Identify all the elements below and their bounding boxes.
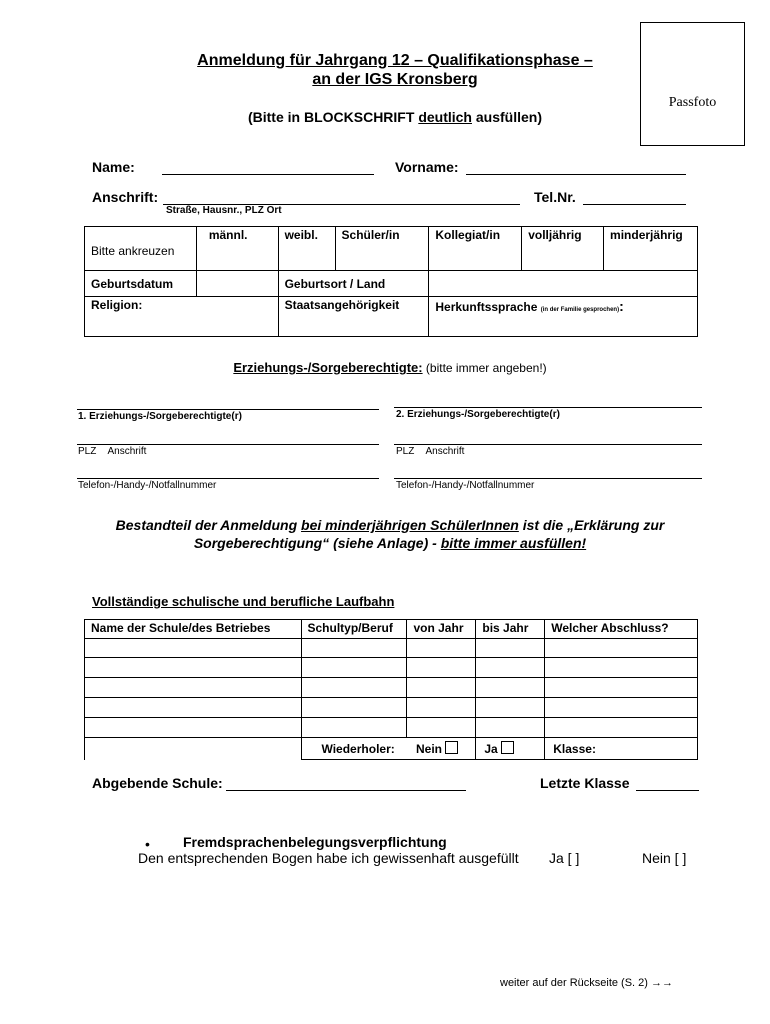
- geburtsdatum-label: Geburtsdatum: [85, 271, 197, 297]
- vorname-label: Vorname:: [395, 159, 459, 175]
- guardians-heading: [90, 360, 690, 375]
- header-schueler[interactable]: Schüler/in: [335, 227, 429, 271]
- career-cell[interactable]: [476, 678, 545, 698]
- herkunftssprache-colon: :: [619, 298, 624, 314]
- career-cell[interactable]: [85, 639, 302, 658]
- guardians-heading-note: (bitte immer angeben!): [425, 361, 547, 375]
- name-label: Name:: [92, 159, 135, 175]
- guardian-1-phone-label: Telefon-/Handy-/Notfallnummer: [78, 480, 217, 491]
- career-cell[interactable]: [476, 718, 545, 738]
- abgebende-schule-label: Abgebende Schule:: [92, 775, 223, 791]
- instruction-emph: deutlich: [418, 109, 472, 125]
- career-cell[interactable]: [301, 678, 407, 698]
- career-cell[interactable]: [407, 658, 476, 678]
- notice-part-1: Bestandteil der Anmeldung: [115, 517, 302, 533]
- header-weibl[interactable]: weibl.: [278, 227, 335, 271]
- wiederholer-ja-label: Ja: [484, 742, 498, 756]
- language-text: Den entsprechenden Bogen habe ich gewissenhaft ausgefüllt: [138, 850, 519, 866]
- geburtsdatum-value[interactable]: [196, 271, 278, 297]
- herkunftssprache-label: Herkunftssprache: [435, 300, 538, 314]
- career-cell[interactable]: [85, 698, 302, 718]
- guardian-1-anschrift: Anschrift: [107, 446, 147, 457]
- guardian-2-name-field[interactable]: [394, 407, 702, 408]
- career-cell[interactable]: [407, 639, 476, 658]
- guardian-1-address-label: [78, 446, 146, 457]
- footer-note: weiter auf der Rückseite (S. 2) →→: [500, 977, 674, 989]
- geburtsort-label: Geburtsort / Land: [278, 271, 429, 297]
- career-heading: Vollständige schulische und berufliche Laufbahn: [92, 594, 395, 609]
- notice-line-2: [90, 535, 690, 551]
- header-maennl[interactable]: männl.: [196, 227, 278, 271]
- notice-part-3: ist die „Erklärung zur: [518, 517, 665, 533]
- name-field[interactable]: [162, 174, 374, 175]
- table-row: [85, 698, 698, 718]
- guardian-2-address-label: [396, 446, 464, 457]
- career-header-to: bis Jahr: [476, 620, 545, 639]
- career-header-school: Name der Schule/des Betriebes: [85, 620, 302, 639]
- guardian-1-plz: PLZ: [78, 446, 97, 457]
- language-ja[interactable]: Ja [ ]: [549, 850, 580, 866]
- guardian-2-phone-field[interactable]: [394, 478, 702, 479]
- career-header-degree: Welcher Abschluss?: [545, 620, 698, 639]
- religion-label[interactable]: Religion:: [85, 297, 279, 337]
- guardian-2-label: 2. Erziehungs-/Sorgeberechtigte(r): [396, 409, 560, 420]
- header-minderjaehrig[interactable]: minderjährig: [604, 227, 698, 271]
- wiederholer-row: [85, 738, 698, 760]
- klasse-label: Klasse:: [553, 741, 596, 756]
- abgebende-schule-field[interactable]: [226, 790, 466, 791]
- career-cell[interactable]: [301, 658, 407, 678]
- career-cell[interactable]: [85, 658, 302, 678]
- notice-part-4: Sorgeberechtigung“ (siehe Anlage) -: [193, 535, 441, 551]
- instruction: [140, 109, 650, 125]
- career-cell[interactable]: [85, 718, 302, 738]
- guardian-1-address-field[interactable]: [77, 444, 379, 445]
- herkunftssprache-note: (in der Familie gesprochen): [540, 307, 620, 313]
- header-kollegiat[interactable]: Kollegiat/in: [429, 227, 522, 271]
- career-header-type: Schultyp/Beruf: [301, 620, 407, 639]
- anschrift-label: Anschrift:: [92, 189, 159, 205]
- notice-part-2: bei minderjährigen SchülerInnen: [301, 517, 519, 533]
- instruction-post: ausfüllen): [471, 109, 542, 125]
- career-cell[interactable]: [301, 718, 407, 738]
- career-cell[interactable]: [85, 678, 302, 698]
- career-cell[interactable]: [476, 639, 545, 658]
- herkunftssprache-cell[interactable]: [429, 297, 698, 337]
- career-cell[interactable]: [545, 718, 698, 738]
- career-cell[interactable]: [545, 678, 698, 698]
- language-heading: Fremdsprachenbelegungsverpflichtung: [183, 834, 447, 850]
- wiederholer-ja-cell[interactable]: [476, 738, 545, 760]
- passfoto-label: Passfoto: [668, 95, 717, 110]
- wiederholer-label: Wiederholer:: [301, 738, 476, 760]
- notice-part-5: bitte immer ausfüllen!: [440, 535, 587, 551]
- guardian-2-phone-label: Telefon-/Handy-/Notfallnummer: [396, 480, 535, 491]
- table-row: [85, 658, 698, 678]
- career-cell[interactable]: [407, 718, 476, 738]
- guardian-1-name-field[interactable]: [77, 409, 379, 410]
- guardian-2-plz: PLZ: [396, 446, 415, 457]
- career-cell[interactable]: [407, 698, 476, 718]
- career-cell[interactable]: [476, 658, 545, 678]
- table-row: [85, 718, 698, 738]
- letzte-klasse-label: Letzte Klasse: [540, 775, 630, 791]
- wiederholer-nein-checkbox[interactable]: [445, 741, 458, 754]
- title-line-2: an der IGS Kronsberg: [312, 71, 478, 88]
- career-table: [84, 619, 698, 760]
- career-header-from: von Jahr: [407, 620, 476, 639]
- career-cell[interactable]: [407, 678, 476, 698]
- table-row: [85, 678, 698, 698]
- language-bullet: •: [145, 836, 150, 852]
- anschrift-sublabel: Straße, Hausnr., PLZ Ort: [166, 205, 282, 216]
- telnr-field[interactable]: [583, 204, 686, 205]
- klasse-cell[interactable]: [545, 738, 698, 760]
- guardian-1-phone-field[interactable]: [77, 478, 379, 479]
- career-cell[interactable]: [301, 639, 407, 658]
- geburtsort-value[interactable]: [429, 271, 698, 297]
- career-cell[interactable]: [545, 658, 698, 678]
- notice-line-1: [90, 517, 690, 533]
- staatsangehoerigkeit-label[interactable]: Staatsangehörigkeit: [278, 297, 429, 337]
- guardian-2-anschrift: Anschrift: [425, 446, 465, 457]
- personal-data-table: [84, 226, 698, 337]
- guardians-heading-text: Erziehungs-/Sorgeberechtigte:: [233, 360, 423, 375]
- ankreuzen-cell: Bitte ankreuzen: [85, 227, 197, 271]
- career-cell[interactable]: [545, 698, 698, 718]
- telnr-label: Tel.Nr.: [534, 189, 576, 205]
- title-line-1: Anmeldung für Jahrgang 12 – Qualifikationsphase –: [197, 52, 593, 69]
- guardian-2-address-field[interactable]: [394, 444, 702, 445]
- guardian-1-label: 1. Erziehungs-/Sorgeberechtigte(r): [78, 411, 242, 422]
- wiederholer-ja-checkbox[interactable]: [501, 741, 514, 754]
- passfoto-box: [640, 22, 745, 146]
- career-cell[interactable]: [476, 698, 545, 718]
- letzte-klasse-field[interactable]: [636, 790, 699, 791]
- language-nein[interactable]: Nein [ ]: [642, 850, 687, 866]
- career-cell[interactable]: [545, 639, 698, 658]
- career-cell: [85, 738, 302, 760]
- header-volljaehrig[interactable]: volljährig: [522, 227, 604, 271]
- wiederholer-nein-label: Nein: [416, 742, 443, 756]
- table-row: [85, 639, 698, 658]
- career-cell[interactable]: [301, 698, 407, 718]
- vorname-field[interactable]: [466, 174, 686, 175]
- wiederholer-nein[interactable]: [414, 741, 460, 756]
- instruction-pre: (Bitte in BLOCKSCHRIFT: [247, 109, 419, 125]
